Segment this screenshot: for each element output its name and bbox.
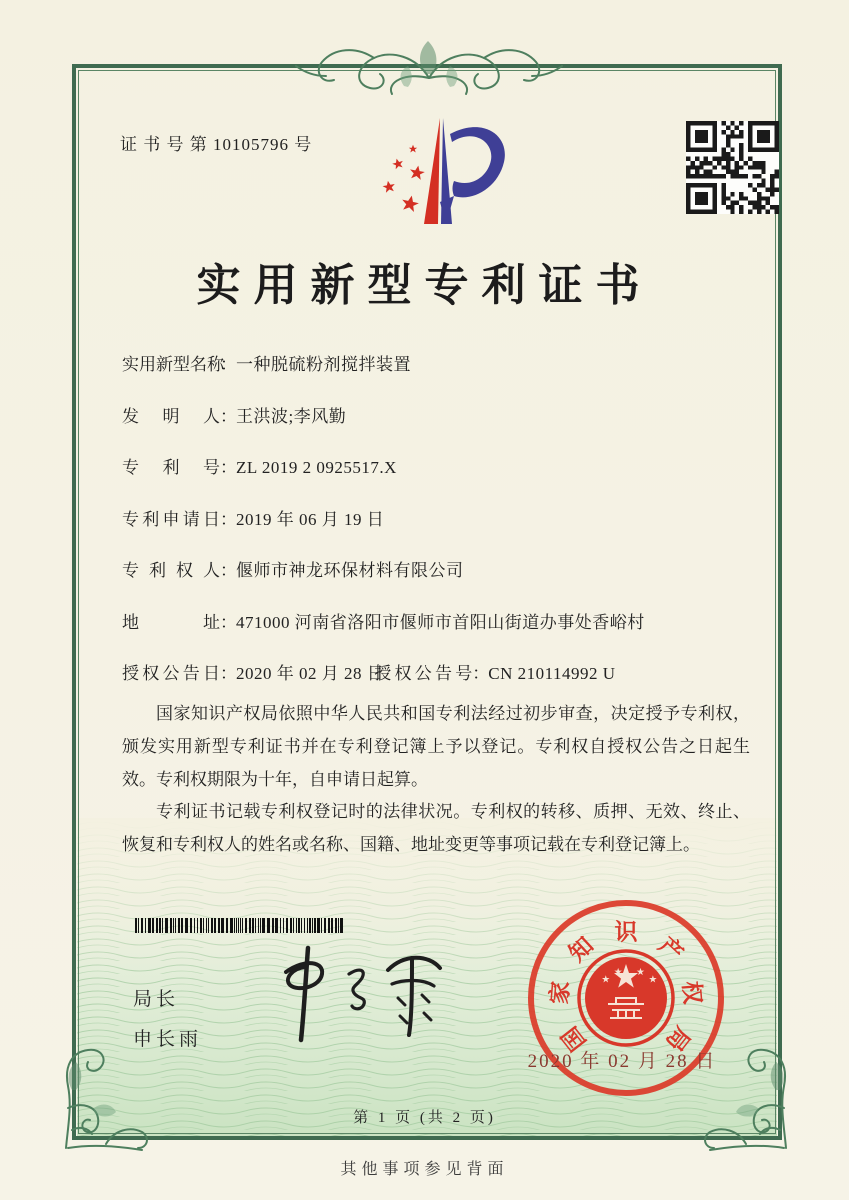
field-value-patent-no: ZL 2019 2 0925517.X bbox=[236, 458, 397, 477]
barcode bbox=[135, 918, 347, 938]
field-label: 授权公告日 bbox=[122, 664, 220, 683]
field-value-address: 471000 河南省洛阳市偃师市首阳山街道办事处香峪村 bbox=[236, 612, 645, 632]
signer-title: 局长 bbox=[133, 989, 180, 1010]
field-label: 实用新型名称 bbox=[122, 355, 224, 374]
field-label: 专利号 bbox=[122, 458, 220, 477]
signer-name: 申长雨 bbox=[133, 1029, 203, 1050]
legal-paragraph-1: 国家知识产权局依照中华人民共和国专利法经过初步审查，决定授予专利权，颁发实用新型专利证书并在专利登记簿上予以登记。专利权自授权公告之日起生效。专利权期限为十年，自申请日起算。 bbox=[122, 704, 750, 789]
field-row-name: 实用新型名称：一种脱硫粉剂搅拌装置 bbox=[122, 355, 411, 374]
certificate-fields bbox=[122, 354, 752, 715]
certificate-title: 实用新型专利证书 bbox=[196, 261, 653, 310]
field-value-grant-date: 2020 年 02 月 28 日 bbox=[236, 664, 385, 683]
field-label: 发明人 bbox=[122, 406, 220, 426]
seal-date: 2020 年 02 月 28 日 bbox=[527, 1051, 717, 1072]
director-signature bbox=[252, 940, 462, 1048]
field-row-patent-no: 专利号：ZL 2019 2 0925517.X bbox=[122, 458, 397, 477]
field-row-grant: 授权公告日：2020 年 02 月 28 日 授权公告号：CN 210114992 U bbox=[122, 664, 616, 683]
field-value-patentee: 偃师市神龙环保材料有限公司 bbox=[236, 561, 464, 580]
field-label: 专利申请日 bbox=[122, 509, 220, 529]
back-side-note: 其他事项参见背面 bbox=[340, 1161, 509, 1178]
legal-text bbox=[122, 698, 750, 862]
certificate-number: 证 书 号 第 10105796 号 bbox=[120, 135, 313, 154]
official-seal: 国 家 知 识 产 权 局 bbox=[528, 900, 724, 1096]
qr-code bbox=[686, 121, 779, 214]
national-emblem-icon bbox=[576, 948, 676, 1048]
field-row-filing-date: 专利申请日：2019 年 06 月 19 日 bbox=[122, 509, 385, 529]
cnipa-logo-icon bbox=[360, 110, 525, 235]
field-label: 授权公告号 bbox=[374, 664, 473, 683]
legal-paragraph-2: 专利证书记载专利权登记时的法律状况。专利权的转移、质押、无效、终止、恢复和专利权人的姓名或名称、国籍、地址变更等事项记载在专利登记簿上。 bbox=[122, 802, 750, 855]
field-value-inventors: 王洪波;李风勤 bbox=[236, 406, 347, 426]
field-value-invention-name: 一种脱硫粉剂搅拌装置 bbox=[236, 355, 411, 374]
field-row-patentee: 专利权人：偃师市神龙环保材料有限公司 bbox=[122, 561, 464, 580]
page-number: 第 1 页 (共 2 页) bbox=[353, 1110, 496, 1126]
field-label: 地址 bbox=[122, 612, 220, 632]
field-value-filing-date: 2019 年 06 月 19 日 bbox=[236, 509, 385, 529]
top-border-ornament-icon bbox=[294, 36, 564, 102]
field-row-inventor: 发明人：王洪波;李风勤 bbox=[122, 406, 347, 426]
field-row-address: 地址：471000 河南省洛阳市偃师市首阳山街道办事处香峪村 bbox=[122, 612, 645, 632]
bottom-left-ornament-icon bbox=[58, 1038, 162, 1154]
field-label: 专利权人 bbox=[122, 561, 220, 580]
field-value-grant-no: CN 210114992 U bbox=[488, 664, 616, 683]
